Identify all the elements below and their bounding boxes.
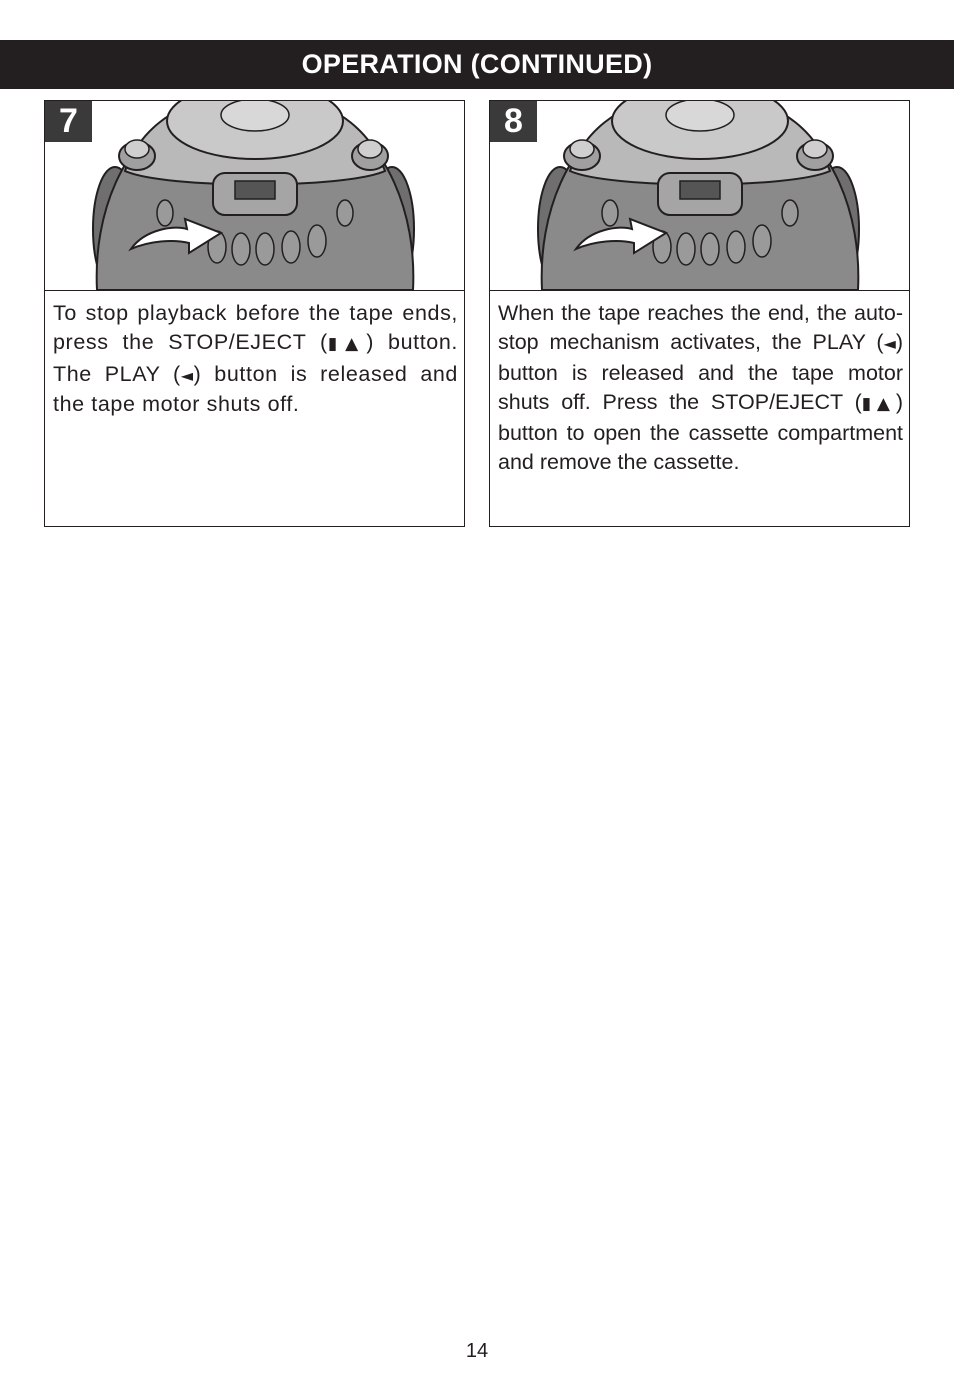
play-icon: ◄ bbox=[883, 334, 896, 354]
boombox-illustration-8 bbox=[490, 101, 909, 291]
boombox-illustration-7 bbox=[45, 101, 464, 291]
step-panel-7 bbox=[44, 100, 465, 527]
step-panel-8 bbox=[489, 100, 910, 527]
step-number-badge: 7 bbox=[45, 101, 92, 142]
section-header bbox=[0, 40, 954, 89]
step-instruction-text: To stop playback before the tape ends, press the STOP/EJECT (▮▲) button. The PLAY (◄) button is released and the tape motor shuts off. bbox=[53, 301, 458, 416]
section-title: OPERATION (CONTINUED) bbox=[301, 49, 653, 79]
step-instruction-text: When the tape reaches the end, the auto-stop mechanism activates, the PLAY (◄) button is released and the tape motor shuts off. Press the STOP/EJECT (▮▲) button to open the cassette compartment and remove the cassette. bbox=[498, 301, 903, 475]
stop-eject-icon: ▮▲ bbox=[861, 393, 896, 414]
step-number-badge: 8 bbox=[490, 101, 537, 142]
page-number: 14 bbox=[465, 1340, 489, 1362]
stop-eject-icon: ▮▲ bbox=[327, 334, 367, 355]
play-icon: ◄ bbox=[180, 365, 194, 385]
